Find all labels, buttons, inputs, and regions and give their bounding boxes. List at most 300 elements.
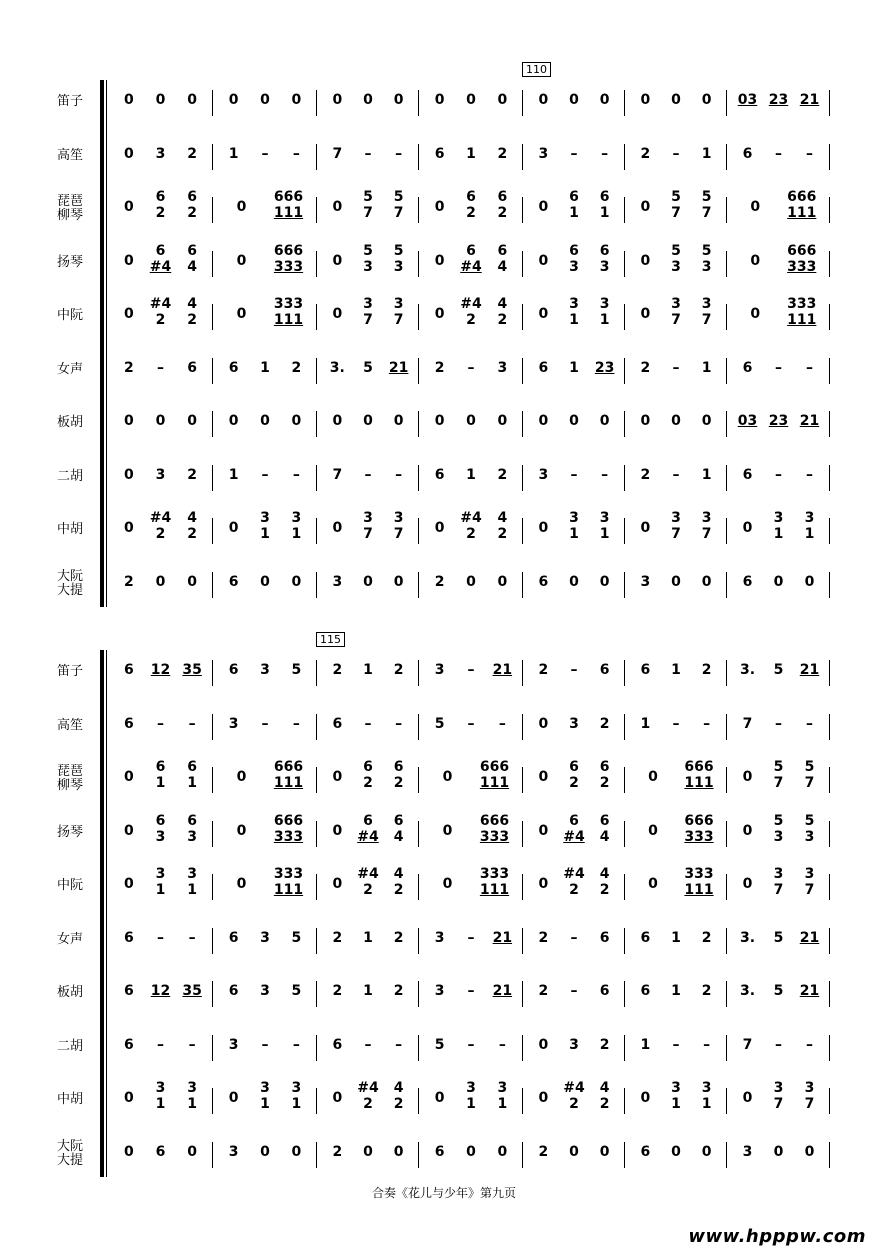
- barline: [829, 90, 830, 116]
- chord-lower-note: 2: [187, 312, 198, 328]
- jianpu-note: –: [775, 466, 782, 483]
- jianpu-note: 3: [742, 1143, 753, 1160]
- chord-lower-note: 2: [393, 775, 404, 791]
- barline: [726, 714, 727, 740]
- jianpu-note: 0: [497, 573, 508, 590]
- chord-upper-note: 6: [155, 759, 166, 775]
- jianpu-note: 5: [773, 929, 784, 946]
- jianpu-note: 0: [640, 1090, 651, 1106]
- jianpu-note: 0: [260, 1143, 270, 1160]
- chord-upper-note: 4: [599, 866, 610, 882]
- jianpu-note: 0: [648, 822, 658, 839]
- chord-upper-note: 5: [671, 242, 681, 259]
- jianpu-note: 6: [640, 983, 651, 999]
- jianpu-note: 23: [768, 92, 789, 108]
- barline: [316, 874, 317, 900]
- jianpu-note: 0: [640, 92, 651, 108]
- jianpu-note: –: [601, 466, 609, 483]
- jianpu-note: 0: [750, 252, 761, 269]
- jianpu-note: –: [292, 715, 300, 732]
- jianpu-note: 1: [569, 359, 579, 376]
- jianpu-note: 0: [434, 306, 445, 322]
- jianpu-note: 12: [150, 983, 171, 999]
- jianpu-note: 0: [804, 573, 815, 590]
- jianpu-note: 0: [332, 252, 343, 269]
- jianpu-note: 6: [538, 359, 549, 376]
- jianpu-note: 0: [260, 413, 270, 429]
- jianpu-note: 0: [804, 1143, 815, 1160]
- barline: [624, 90, 625, 116]
- barline: [212, 411, 213, 437]
- barline: [316, 714, 317, 740]
- barline: [418, 767, 419, 793]
- barline: [522, 358, 523, 384]
- jianpu-note: 6: [228, 573, 239, 590]
- instrument-label: 中胡: [56, 522, 83, 537]
- barline: [829, 660, 830, 686]
- jianpu-note: 1: [228, 145, 239, 162]
- jianpu-note: 0: [701, 92, 712, 108]
- instrument-label: 女声: [56, 931, 83, 947]
- jianpu-note: 2: [123, 573, 134, 590]
- barline: [726, 981, 727, 1007]
- jianpu-note: 2: [393, 983, 404, 999]
- jianpu-note: 0: [538, 520, 549, 536]
- barline: [212, 821, 213, 847]
- jianpu-note: 6: [123, 1036, 134, 1053]
- jianpu-note: 0: [466, 573, 476, 590]
- jianpu-note: 3: [434, 929, 445, 946]
- chord-lower-note: 1: [291, 1096, 302, 1112]
- instrument-label: 大阮 大提: [56, 1138, 83, 1168]
- barline: [418, 821, 419, 847]
- chord-lower-note: 2: [363, 1096, 373, 1112]
- jianpu-note: 3: [434, 983, 445, 999]
- barline: [212, 358, 213, 384]
- chord-upper-note: 3: [671, 296, 681, 312]
- jianpu-note: 2: [640, 359, 651, 376]
- jianpu-note: 0: [599, 413, 610, 429]
- jianpu-note: 2: [434, 359, 445, 376]
- chord-upper-note: 6: [466, 242, 476, 259]
- chord-lower-note: #4: [149, 258, 172, 275]
- jianpu-note: 6: [123, 715, 134, 732]
- chord-upper-note: #4: [460, 296, 482, 312]
- jianpu-note: 2: [332, 929, 343, 946]
- jianpu-note: 0: [773, 1143, 784, 1160]
- barline: [726, 1035, 727, 1061]
- barline: [212, 714, 213, 740]
- jianpu-note: 6: [434, 1143, 445, 1160]
- jianpu-note: –: [364, 145, 372, 162]
- jianpu-note: 5: [291, 983, 302, 999]
- barline: [212, 928, 213, 954]
- chord-lower-note: 1: [671, 1096, 681, 1112]
- chord-upper-note: 6: [497, 242, 508, 259]
- jianpu-note: –: [364, 715, 372, 732]
- jianpu-note: 1: [671, 983, 681, 999]
- chord-lower-note: 3: [187, 828, 198, 845]
- jianpu-note: 0: [332, 92, 343, 108]
- barline: [624, 304, 625, 330]
- chord-lower-note: 2: [363, 882, 373, 898]
- jianpu-note: 6: [187, 359, 198, 376]
- chord-upper-note: #4: [563, 866, 585, 882]
- jianpu-note: 0: [538, 306, 549, 322]
- barline: [522, 1142, 523, 1168]
- barline: [726, 1142, 727, 1168]
- barline: [212, 1142, 213, 1168]
- jianpu-note: 6: [228, 929, 239, 946]
- chord-upper-note: 3: [671, 510, 681, 526]
- barline: [624, 1142, 625, 1168]
- chord-upper-note: 5: [363, 242, 373, 259]
- jianpu-note: 2: [640, 466, 651, 483]
- chord-upper-note: 3: [773, 1080, 784, 1096]
- jianpu-note: –: [467, 359, 475, 376]
- barline: [726, 90, 727, 116]
- jianpu-note: 0: [332, 306, 343, 322]
- jianpu-note: 1: [640, 715, 651, 732]
- chord-upper-note: 666: [273, 189, 304, 205]
- instrument-label: 大阮 大提: [56, 568, 83, 598]
- jianpu-note: –: [467, 1036, 475, 1053]
- chord-lower-note: 333: [684, 828, 714, 845]
- jianpu-note: 0: [442, 822, 453, 839]
- barline: [829, 714, 830, 740]
- barline: [726, 304, 727, 330]
- chord-lower-note: 333: [479, 828, 510, 845]
- jianpu-note: –: [157, 715, 164, 732]
- jianpu-note: 2: [187, 145, 198, 162]
- jianpu-note: 3: [260, 983, 270, 999]
- jianpu-note: 0: [291, 573, 302, 590]
- barline: [316, 1142, 317, 1168]
- chord-upper-note: 333: [273, 296, 304, 312]
- barline: [624, 821, 625, 847]
- chord-upper-note: 3: [701, 1080, 712, 1096]
- barline: [829, 1142, 830, 1168]
- chord-lower-note: 1: [599, 205, 610, 221]
- jianpu-note: 6: [640, 1143, 651, 1160]
- barline: [522, 767, 523, 793]
- chord-upper-note: 5: [804, 812, 815, 829]
- chord-lower-note: 1: [155, 882, 166, 898]
- jianpu-note: 0: [773, 573, 784, 590]
- barline: [522, 660, 523, 686]
- barline: [829, 821, 830, 847]
- jianpu-note: 2: [291, 359, 302, 376]
- chord-upper-note: 4: [187, 510, 198, 526]
- jianpu-note: –: [806, 359, 813, 376]
- barline: [418, 874, 419, 900]
- barline: [624, 928, 625, 954]
- jianpu-note: –: [672, 715, 680, 732]
- jianpu-note: 0: [393, 413, 404, 429]
- jianpu-note: 0: [332, 413, 343, 429]
- jianpu-note: 0: [569, 573, 579, 590]
- barline: [522, 251, 523, 277]
- chord-upper-note: #4: [149, 296, 172, 312]
- chord-lower-note: 111: [787, 205, 817, 221]
- barline: [726, 1088, 727, 1114]
- chord-lower-note: 1: [804, 526, 815, 542]
- jianpu-note: –: [261, 715, 269, 732]
- barline: [726, 465, 727, 491]
- jianpu-note: –: [292, 466, 300, 483]
- jianpu-note: 1: [671, 662, 681, 678]
- jianpu-note: 23: [768, 413, 789, 429]
- jianpu-note: 3: [260, 662, 270, 678]
- jianpu-note: 0: [538, 769, 549, 785]
- chord-upper-note: 4: [497, 296, 508, 312]
- jianpu-note: 1: [363, 983, 373, 999]
- chord-upper-note: 666: [479, 812, 510, 829]
- jianpu-note: 12: [150, 662, 171, 678]
- jianpu-note: 21: [492, 929, 513, 946]
- barline: [212, 465, 213, 491]
- jianpu-note: 2: [538, 929, 549, 946]
- chord-lower-note: 2: [393, 1096, 404, 1112]
- chord-lower-note: 333: [273, 828, 304, 845]
- chord-upper-note: 6: [155, 189, 166, 205]
- barline: [418, 1142, 419, 1168]
- chord-lower-note: 7: [773, 882, 784, 898]
- chord-lower-note: 2: [466, 526, 476, 542]
- system-bracket-line: [106, 80, 107, 607]
- jianpu-note: 03: [737, 92, 758, 108]
- jianpu-note: 0: [434, 199, 445, 215]
- jianpu-note: 0: [671, 1143, 681, 1160]
- jianpu-note: 21: [799, 983, 820, 999]
- jianpu-note: –: [672, 145, 680, 162]
- jianpu-note: 0: [332, 876, 343, 892]
- barline: [418, 981, 419, 1007]
- chord-upper-note: 3: [671, 1080, 681, 1096]
- jianpu-note: 6: [228, 359, 239, 376]
- barline: [212, 1035, 213, 1061]
- jianpu-note: 0: [123, 145, 134, 162]
- barline: [522, 304, 523, 330]
- chord-upper-note: 6: [393, 759, 404, 775]
- system-bracket: [100, 80, 104, 607]
- chord-lower-note: 1: [187, 775, 198, 791]
- chord-upper-note: 3: [804, 1080, 815, 1096]
- chord-upper-note: 333: [684, 866, 714, 882]
- jianpu-note: 3.: [739, 929, 756, 946]
- chord-upper-note: 5: [773, 812, 784, 829]
- jianpu-note: –: [570, 662, 578, 678]
- jianpu-note: 0: [569, 413, 579, 429]
- barline: [418, 90, 419, 116]
- jianpu-note: 2: [434, 573, 445, 590]
- jianpu-note: 2: [332, 1143, 343, 1160]
- barline: [418, 714, 419, 740]
- jianpu-note: 0: [742, 520, 753, 536]
- barline: [726, 518, 727, 544]
- jianpu-note: 0: [236, 822, 247, 839]
- instrument-label: 琵琶 柳琴: [56, 764, 83, 793]
- chord-upper-note: 666: [479, 759, 510, 775]
- chord-upper-note: 6: [187, 759, 198, 775]
- barline: [829, 874, 830, 900]
- chord-upper-note: 333: [787, 296, 817, 312]
- chord-upper-note: 3: [187, 1080, 198, 1096]
- barline: [829, 251, 830, 277]
- barline: [522, 465, 523, 491]
- jianpu-note: 2: [701, 983, 712, 999]
- chord-lower-note: 3: [671, 258, 681, 275]
- chord-lower-note: 3: [569, 258, 579, 275]
- barline: [726, 358, 727, 384]
- jianpu-note: –: [395, 715, 403, 732]
- jianpu-note: 3: [569, 715, 579, 732]
- jianpu-note: 0: [228, 92, 239, 108]
- barline: [418, 197, 419, 223]
- jianpu-note: 0: [497, 413, 508, 429]
- instrument-label: 二胡: [56, 468, 83, 484]
- barline: [624, 465, 625, 491]
- barline: [829, 197, 830, 223]
- jianpu-note: 1: [701, 359, 712, 376]
- jianpu-note: 0: [187, 573, 198, 590]
- chord-upper-note: 3: [701, 296, 712, 312]
- jianpu-note: 0: [671, 92, 681, 108]
- chord-lower-note: 7: [773, 1096, 784, 1112]
- jianpu-note: 0: [236, 876, 247, 892]
- chord-upper-note: 3: [599, 510, 610, 526]
- chord-upper-note: 3: [393, 510, 404, 526]
- jianpu-note: 0: [260, 573, 270, 590]
- barline: [726, 144, 727, 170]
- jianpu-note: 0: [640, 252, 651, 269]
- chord-lower-note: 2: [155, 205, 166, 221]
- chord-upper-note: 6: [155, 812, 166, 829]
- chord-lower-note: 7: [804, 775, 815, 791]
- instrument-label: 扬琴: [56, 824, 83, 840]
- chord-lower-note: 1: [569, 312, 579, 328]
- chord-lower-note: 7: [701, 312, 712, 328]
- jianpu-note: 0: [750, 199, 761, 215]
- jianpu-note: 0: [442, 769, 453, 785]
- barline: [829, 411, 830, 437]
- jianpu-note: 0: [434, 252, 445, 269]
- chord-lower-note: 333: [273, 258, 304, 275]
- barline: [418, 1035, 419, 1061]
- barline: [624, 1035, 625, 1061]
- barline: [829, 1088, 830, 1114]
- chord-upper-note: 5: [393, 189, 404, 205]
- jianpu-note: –: [570, 466, 578, 483]
- jianpu-note: 3: [640, 573, 651, 590]
- jianpu-note: –: [806, 145, 813, 162]
- score-system: [0, 63, 888, 615]
- barline: [316, 821, 317, 847]
- barline: [418, 144, 419, 170]
- chord-lower-note: 3: [363, 258, 373, 275]
- jianpu-note: 0: [640, 520, 651, 536]
- barline: [212, 304, 213, 330]
- jianpu-note: 3: [332, 573, 343, 590]
- chord-lower-note: 2: [363, 775, 373, 791]
- jianpu-note: –: [364, 466, 372, 483]
- rehearsal-mark: 110: [522, 62, 551, 77]
- barline: [522, 1035, 523, 1061]
- jianpu-note: 0: [291, 92, 302, 108]
- barline: [522, 197, 523, 223]
- barline: [316, 465, 317, 491]
- jianpu-note: –: [570, 929, 578, 946]
- barline: [418, 411, 419, 437]
- chord-lower-note: 1: [291, 526, 302, 542]
- jianpu-note: 2: [538, 662, 549, 678]
- barline: [726, 660, 727, 686]
- jianpu-note: 6: [123, 929, 134, 946]
- chord-upper-note: 3: [466, 1080, 476, 1096]
- jianpu-note: 3: [538, 145, 549, 162]
- jianpu-note: 0: [434, 92, 445, 108]
- instrument-label: 二胡: [56, 1038, 83, 1054]
- jianpu-note: –: [157, 1036, 164, 1053]
- jianpu-note: –: [292, 1036, 300, 1053]
- jianpu-note: 0: [123, 92, 134, 108]
- jianpu-note: 6: [742, 145, 753, 162]
- chord-upper-note: #4: [357, 866, 379, 882]
- chord-lower-note: 3: [599, 258, 610, 275]
- chord-upper-note: 3: [363, 296, 373, 312]
- jianpu-note: 7: [332, 466, 343, 483]
- chord-upper-note: 4: [187, 296, 198, 312]
- jianpu-note: 0: [569, 1143, 579, 1160]
- jianpu-note: –: [157, 929, 164, 946]
- jianpu-note: 0: [123, 199, 134, 215]
- chord-upper-note: 6: [569, 759, 579, 775]
- chord-lower-note: 7: [393, 205, 404, 221]
- chord-lower-note: 111: [684, 775, 714, 791]
- jianpu-note: 0: [742, 876, 753, 892]
- jianpu-note: 0: [123, 876, 134, 892]
- jianpu-note: –: [672, 1036, 680, 1053]
- chord-lower-note: 7: [701, 205, 712, 221]
- jianpu-note: 0: [442, 876, 453, 892]
- chord-upper-note: 333: [479, 866, 510, 882]
- chord-upper-note: 4: [393, 1080, 404, 1096]
- chord-upper-note: #4: [460, 510, 482, 526]
- chord-lower-note: 1: [260, 1096, 270, 1112]
- jianpu-note: 2: [332, 983, 343, 999]
- chord-lower-note: 1: [155, 1096, 166, 1112]
- jianpu-note: 7: [742, 1036, 753, 1053]
- barline: [316, 144, 317, 170]
- jianpu-note: 0: [236, 252, 247, 269]
- chord-lower-note: 2: [466, 312, 476, 328]
- barline: [522, 518, 523, 544]
- barline: [212, 572, 213, 598]
- jianpu-note: –: [292, 145, 300, 162]
- jianpu-note: 0: [538, 822, 549, 839]
- barline: [726, 197, 727, 223]
- chord-lower-note: 7: [773, 775, 784, 791]
- chord-upper-note: 6: [569, 242, 579, 259]
- barline: [829, 358, 830, 384]
- chord-lower-note: 3: [773, 828, 784, 845]
- chord-upper-note: 3: [291, 1080, 302, 1096]
- barline: [522, 821, 523, 847]
- chord-lower-note: 2: [497, 205, 508, 221]
- jianpu-note: 1: [640, 1036, 651, 1053]
- barline: [316, 1088, 317, 1114]
- chord-lower-note: 2: [497, 312, 508, 328]
